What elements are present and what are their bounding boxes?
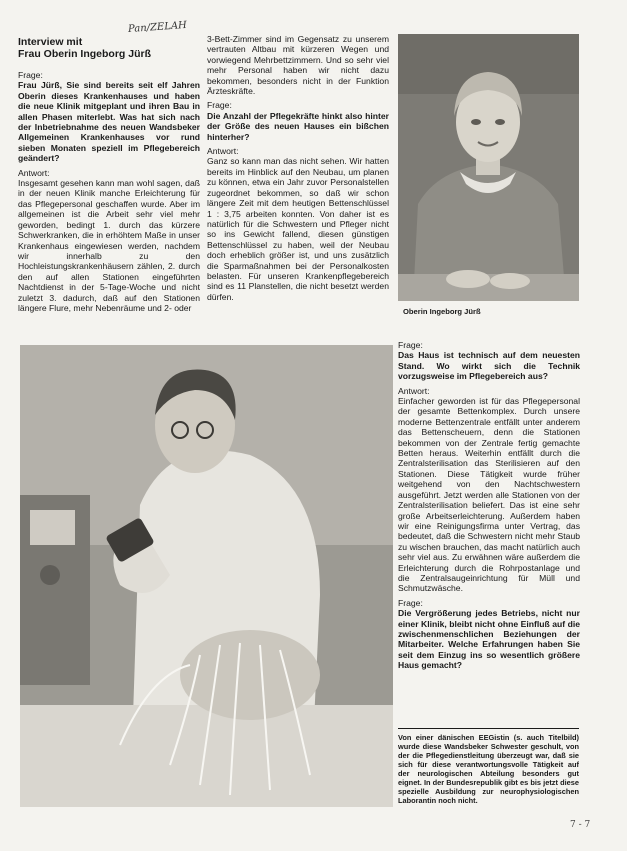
- answer-label: Antwort:: [207, 146, 239, 157]
- handwritten-note: Pan/ZELAH: [127, 19, 188, 36]
- portrait-caption: Oberin Ingeborg Jürß: [403, 307, 481, 316]
- answer-continuation: 3-Bett-Zimmer sind im Gegensatz zu unserem vertrauten Altbau mit kürzeren Wegen und vorwiegend Mehrbettzimmern. Und so sehr viel mehr Personal haben wir nicht dazu bekommen, besonders nicht in der Funktion Ärzteskräfte.: [207, 34, 389, 97]
- title-line-2: Frau Oberin Ingeborg Jürß: [18, 48, 152, 60]
- question-text: Frau Jürß, Sie sind bereits seit elf Jahren Oberin dieses Krankenhauses und haben die neue Klinik mitgeplant und ihren Bau in allen Phasen miterlebt. Was hat sich nach der Inbetriebnahme des neuen Wandsbeker Allgemeinen Krankenhauses vor rund sieben Monaten speziell im Pflegebereich geändert?: [18, 80, 200, 164]
- question-text: Das Haus ist technisch auf dem neuesten Stand. Wo wirkt sich die Technik vorzugsweise im Pflegebereich aus?: [398, 350, 580, 382]
- column-2: [207, 34, 389, 306]
- page-number: 7 - 7: [570, 820, 591, 830]
- question-label: Frage:: [18, 70, 43, 80]
- answer-label: Antwort:: [18, 167, 50, 178]
- answer-label: Antwort:: [398, 385, 430, 396]
- question-label: Frage:: [398, 340, 423, 350]
- answer-text: Einfacher geworden ist für das Pflegepersonal der gesamte Bettenkomplex. Durch unsere moderne Bettenzentrale entfällt unter anderem das Bettenscheuern, denn die Stationen bekommen von der Zentrale fertig gemachte Betten heraus. Weiterhin entfällt durch die Zentralsterilisation das Sterilisieren auf den Stationen. Diese Tätigkeit wurde früher weitgehend von den Nachtschwestern ausgeführt. Jetzt werden alle Stationen von der Zentralsterilisation beliefert. Das ist eine sehr große Arbeitserleichterung. Außerdem haben wir eine Reinigungsfirma unter Vertrag, das bedeutet, daß die Schwestern nicht mehr Staub zu wischen brauchen, das macht natürlich auch sehr viel aus. Zu erwähnen wäre außerdem die Erleichterung durch die Rohrpostanlage und die Zentralsaugeinrichtung für Müll und Schmutzwäsche.: [398, 396, 580, 594]
- question-text: Die Vergrößerung jedes Betriebs, nicht nur einer Klinik, bleibt nicht ohne Einfluß auf die zwischenmenschlichen Beziehungen der Mitarbeiter. Welche Erfahrungen haben Sie seit dem Einzug ins so wesentlich größere Haus gemacht?: [398, 608, 580, 671]
- question-text: Die Anzahl der Pflegekräfte hinkt also hinter der Größe des neuen Hauses ein bißchen hinterher?: [207, 110, 389, 142]
- portrait-photo: [398, 34, 579, 301]
- photo-caption: Von einer dänischen EEGistin (s. auch Titelbild) wurde diese Wandsbeker Schwester geschult, von der die Pflegedienstleitung überzeugt war, daß sie sich für diese verantwortungsvolle Tätigkeit auf der neurologischen Abteilung besonders gut eignet. In der Bundesrepublik gibt es bis jetzt diese spezielle Ausbildung zur neurophysiologischen Laborantin noch nicht.: [398, 728, 579, 805]
- answer-text: Insgesamt gesehen kann man wohl sagen, daß in der neuen Klinik manche Erleichterung für das Pflegepersonal geschaffen wurde. Aber im allgemeinen ist die Arbeit sehr viel mehr geworden, bedingt 1. durch das kürzere Schwerkranken, die in erhöhtem Maße in unser Krankenhaus eingewiesen werden, nachdem wir innerhalb zu den Hochleistungskrankenhäusern zählen, 2. durch den auf allen Stationen eingeführten Nachtdienst in der 5-Tage-Woche und nicht zuletzt 3. dadurch, daß auf den Stationen längere Flure, mehr Nebenräume und 2- oder: [18, 178, 200, 313]
- column-3: [398, 340, 580, 675]
- column-1: [18, 70, 200, 317]
- question-label: Frage:: [207, 100, 232, 111]
- answer-text: Ganz so kann man das nicht sehen. Wir hatten bereits im Hinblick auf den Neubau, um planen zu können, etwa ein Jahr zuvor Personalstellen zugeordnet bekommen, so daß wir schon längere Zeit mit dem heutigen Bettenschlüssel 1 : 3,75 arbeiten konnten. Von daher ist es natürlich für die Schwestern und Pfleger nicht so ins Gewicht fallend, diesen günstigen Bettenschlüssel zu haben, weil der Neubau doch erheblich größer ist, und uns zusätzlich die Sparmaßnahmen bei der Personalkosten belasten. Für unseren Krankenpflegebereich sind es 11 Planstellen, die nicht besetzt werden dürfen.: [207, 156, 389, 302]
- eeg-photo: [20, 345, 393, 807]
- question-label: Frage:: [398, 597, 423, 608]
- article-title: [18, 36, 198, 60]
- title-line-1: Interview mit: [18, 36, 83, 48]
